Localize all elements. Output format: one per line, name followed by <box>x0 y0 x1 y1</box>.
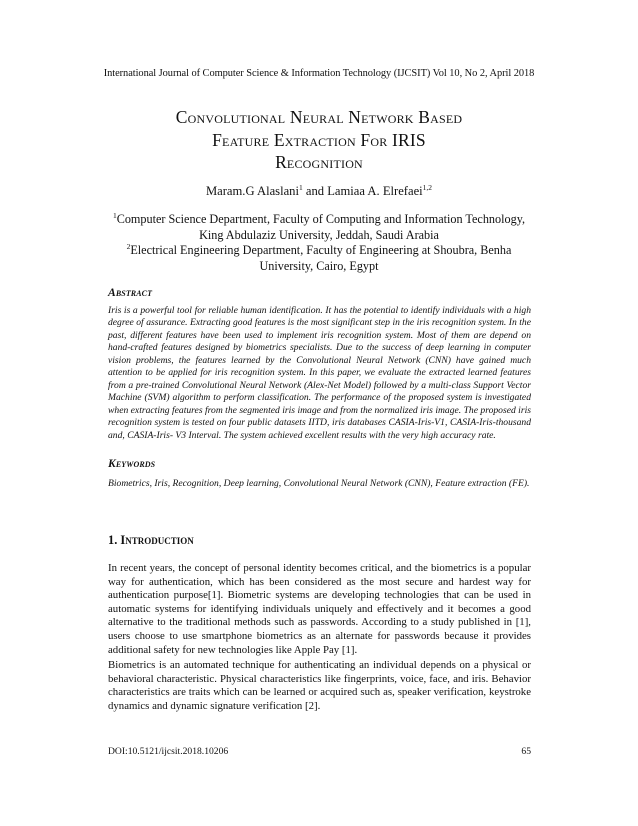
title-line-3: Recognition <box>275 152 363 172</box>
journal-header: International Journal of Computer Science & Information Technology (IJCSIT) Vol 10, No 2, April 2018 <box>103 68 535 79</box>
author-separator: and <box>302 184 328 198</box>
author-1: Maram.G Alaslani <box>205 184 299 198</box>
introduction-heading: 1. Introduction <box>108 533 194 547</box>
page-number: 65 <box>521 746 531 757</box>
affiliation-1-line-1: $^1$Computer Science Department, Faculty of Computing and Information Technology, <box>112 211 526 226</box>
title-line-2: Feature Extraction For IRIS <box>212 129 426 150</box>
affiliation-2-line-2: University, Cairo, Egypt <box>259 258 379 273</box>
author-2-affiliation-mark: 1,2 <box>422 183 433 192</box>
title-line-1: Convolutional Neural Network Based <box>175 107 463 127</box>
keywords-text: Biometrics, Iris, Recognition, Deep learning, Convolutional Neural Network (CNN), Feature extraction (FE). <box>108 478 530 489</box>
affiliation-1-line-2: King Abdulaziz University, Jeddah, Saudi Arabia <box>199 227 439 242</box>
affiliation-2-mark: 2 <box>126 242 131 251</box>
author-1-affiliation-mark: 1 <box>298 183 303 192</box>
affiliations <box>100 212 538 274</box>
introduction-paragraph-2: Biometrics is an automated technique for authenticating an individual depends on a physical or behavioral characteristic. Physical characteristics like fingerprints, voice, face, and iris. Behavior characteristics are traits which can be learned or acquired such as, speaker verification, keystroke dynamics and dynamic signature verification [2]. <box>108 659 531 712</box>
keywords-heading: Keywords <box>108 457 156 470</box>
abstract-text: Iris is a powerful tool for reliable human identification. It has the potential to identify individuals with a high degree of assurance. Extracting good features is the most significant step in the iris recognition system. In the past, different features have been used to implement iris recognition system. Most of them are depend on hand-crafted features designed by biometrics specialists. Due to the success of deep learning in computer vision problems, the features learned by the Convolutional Neural Network (CNN) have gained much attention to be applied for iris recognition system. In this paper, we evaluate the extracted learned features from a pre-trained Convolutional Neural Network (Alex-Net Model) followed by a multi-class Support Vector Machine (SVM) algorithm to perform classification. The performance of the proposed system is investigated when extracting features from the segmented iris image and from the normalized iris image. The proposed iris recognition system is tested on four public datasets IITD, iris databases CASIA-Iris-V1, CASIA-Iris-thousand and, CASIA-Iris- V3 Interval. The system achieved excellent results with the very high accuracy rate. <box>108 305 531 441</box>
introduction-paragraph-1: In recent years, the concept of personal identity becomes critical, and the biometrics is a popular way for authentication, which has been considered as the most secure and hardest way for authentication purpose[1]. Biometric systems are developing technologies that can be used in automatic systems for identifying individuals uniquely and effectively and it becomes a good alternative to the traditional methods such as passwords. According to a study published in [1], users choose to use smartphone biometrics as an alternate for passwords because it provides additional safety for new technologies like Apple Pay [1]. <box>108 562 531 656</box>
abstract-heading: Abstract <box>108 286 153 299</box>
paper-title <box>60 106 578 174</box>
author-list <box>0 184 638 199</box>
author-2: Lamiaa A. Elrefaei <box>327 184 423 198</box>
affiliation-1-mark: 1 <box>112 211 117 220</box>
doi-footer: DOI:10.5121/ijcsit.2018.10206 <box>108 746 229 757</box>
affiliation-2-line-1: $^2$Electrical Engineering Department, Faculty of Engineering at Shoubra, Benha <box>126 242 512 257</box>
